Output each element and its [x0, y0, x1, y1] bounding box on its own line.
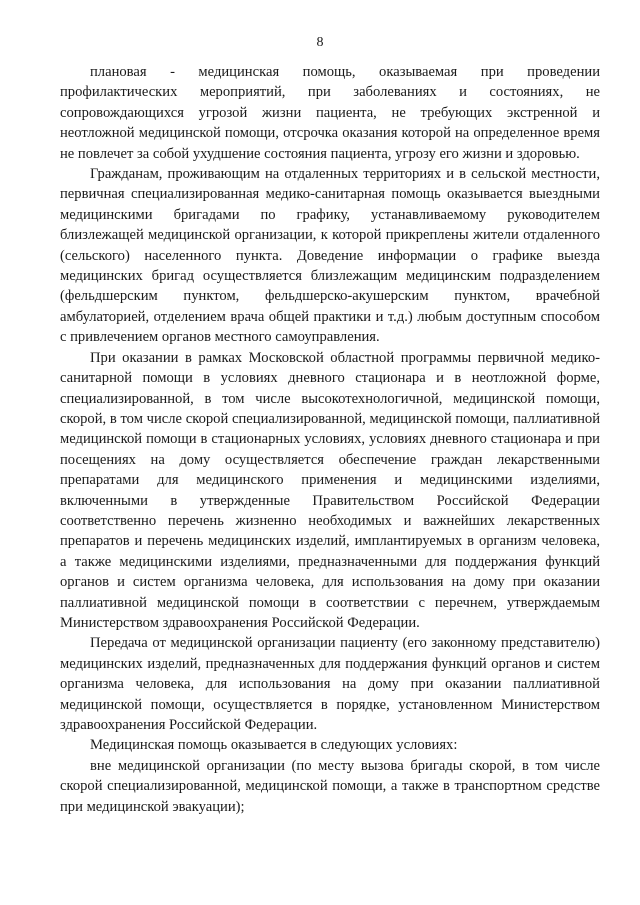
paragraph-medical-devices-transfer: Передача от медицинской организации пациенту (его законному представителю) медицинских изделий, предназначенных для поддержания функций органов и систем организма человека, для использования на дому при оказании паллиативной медицинской помощи, осуществляется в порядке, установленном Министерством здравоохранения Российской Федерации.	[60, 635, 600, 733]
document-body	[60, 62, 600, 817]
page-number: 8	[316, 35, 324, 50]
paragraph-rural-residents: Гражданам, проживающим на отдаленных территориях и в сельской местности, первичная специализированная медико-санитарная помощь оказывается выездными медицинскими бригадами по графику, устанавливаемому руководителем близлежащей медицинской организации, к которой прикреплены жители отдаленного (сельского) населенного пункта. Доведение информации о графике выезда медицинских бригад осуществляется близлежащим медицинским подразделением (фельдшерским пунктом, фельдшерско-акушерским пунктом, врачебной амбулаторией, отделением врача общей практики и т.д.) любым доступным способом с привлечением органов местного самоуправления.	[60, 166, 600, 346]
paragraph-planned-care: плановая - медицинская помощь, оказываемая при проведении профилактических мероприятий, при заболеваниях и состояниях, не сопровождающихся угрозой жизни пациента, не требующих экстренной и неотложной медицинской помощи, отсрочка оказания которой на определенное время не повлечет за собой ухудшение состояния пациента, угрозу его жизни и здоровью.	[60, 64, 600, 162]
paragraph-drug-provision: При оказании в рамках Московской областной программы первичной медико-санитарной помощи в условиях дневного стационара и в неотложной форме, специализированной, в том числе высокотехнологичной, медицинской помощи, скорой, в том числе скорой специализированной, медицинской помощи, паллиативной медицинской помощи в стационарных условиях, условиях дневного стационара и при посещениях на дому осуществляется обеспечение граждан лекарственными препаратами для медицинского применения и медицинскими изделиями, включенными в утвержденные Правительством Российской Федерации соответственно перечень жизненно необходимых и важнейших лекарственных препаратов и перечень медицинских изделий, имплантируемых в организм человека, а также медицинскими изделиями, предназначенными для поддержания функций органов и систем организма человека, для использования на дому при оказании паллиативной медицинской помощи в соответствии с перечнем, утверждаемым Министерством здравоохранения Российской Федерации.	[60, 349, 600, 631]
paragraph-care-conditions: Медицинская помощь оказывается в следующих условиях:	[90, 737, 458, 754]
paragraph-outside-organization: вне медицинской организации (по месту вызова бригады скорой, в том числе скорой специализированной, медицинской помощи, а также в транспортном средстве при медицинской эвакуации);	[60, 757, 600, 815]
